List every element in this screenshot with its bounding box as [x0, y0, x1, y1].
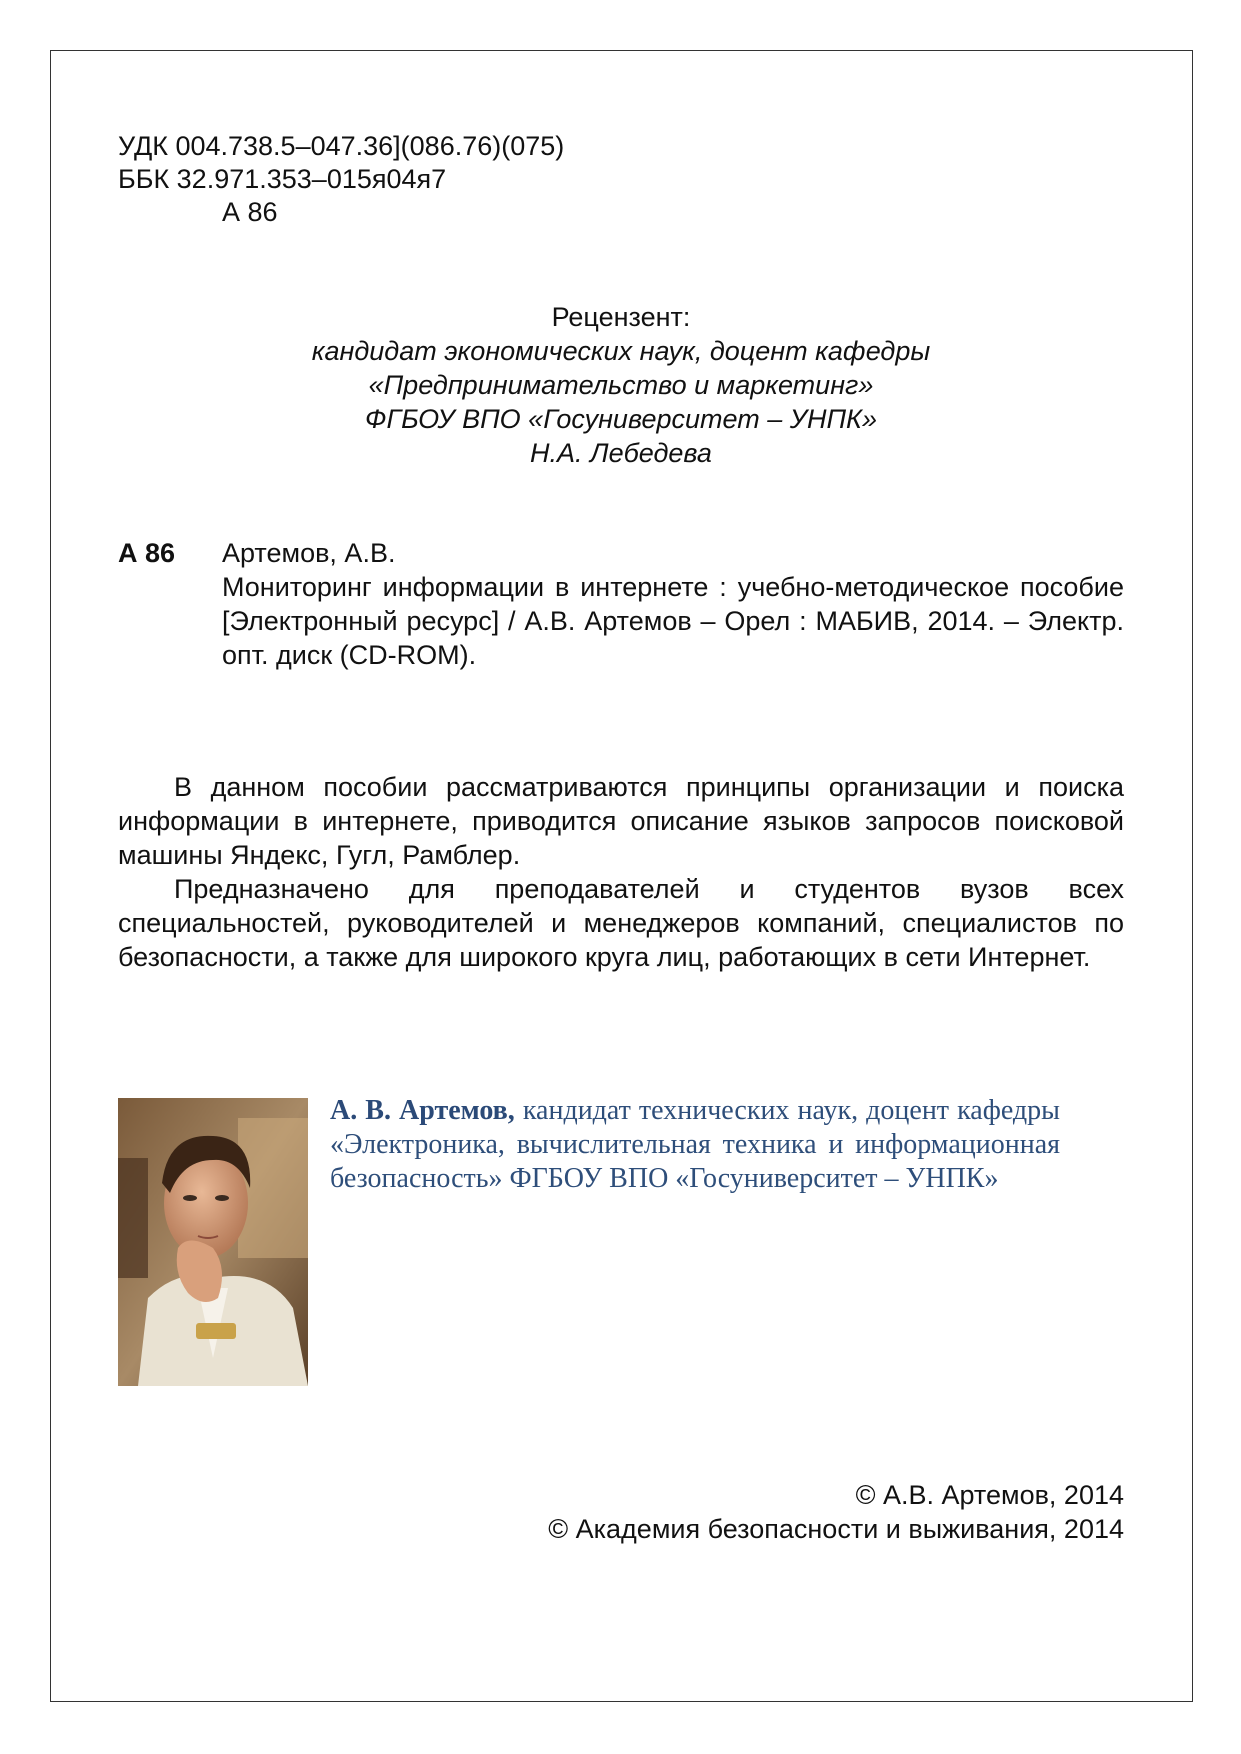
copyright-author: © А.В. Артемов, 2014 — [855, 1480, 1124, 1510]
library-codes — [118, 130, 564, 229]
copyright-block — [118, 1478, 1124, 1546]
annotation-paragraph-1: В данном пособии рассматриваются принципы организации и поиска информации в интернете, приводится описание языков запросов поисковой машины Яндекс, Гугл, Рамблер. — [118, 772, 1124, 870]
biblio-code: А 86 — [118, 538, 176, 568]
reviewer-degree: кандидат экономических наук, доцент кафедры — [311, 336, 931, 366]
copyright-publisher: © Академия безопасности и выживания, 2014 — [548, 1514, 1124, 1544]
reviewer-name: Н.А. Лебедева — [530, 438, 712, 468]
author-bio — [330, 1094, 1060, 1196]
author-photo — [118, 1098, 308, 1386]
reviewer-block — [118, 300, 1124, 470]
bio-author-name: А. В. Артемов, — [330, 1095, 515, 1126]
bio-text: кандидат технических наук, доцент кафедры «Электроника, вычислительная техника и информационная безопасность» ФГБОУ ВПО «Госуниверситет – УНПК» — [330, 1095, 1060, 1194]
reviewer-heading: Рецензент: — [551, 302, 691, 332]
biblio-author: Артемов, А.В. — [222, 538, 396, 568]
reviewer-university: ФГБОУ ВПО «Госуниверситет – УНПК» — [365, 404, 877, 434]
author-mark: А 86 — [222, 197, 278, 227]
bibliographic-entry — [118, 536, 1124, 672]
annotation-paragraph-2: Предназначено для преподавателей и студентов вузов всех специальностей, руководителей и менеджеров компаний, специалистов по безопасности, а также для широкого круга лиц, работающих в сети Интернет. — [118, 874, 1124, 972]
reviewer-department: «Предпринимательство и маркетинг» — [368, 370, 874, 400]
annotation — [118, 770, 1124, 974]
bbk-code: ББК 32.971.353–015я04я7 — [118, 164, 447, 194]
udk-code: УДК 004.738.5–047.36](086.76)(075) — [118, 131, 565, 161]
biblio-description: Мониторинг информации в интернете : учебно-методическое пособие [Электронный ресурс] / А.В. Артемов – Орел : МАБИВ, 2014. – Электр. опт. диск (CD-ROM). — [222, 572, 1124, 670]
